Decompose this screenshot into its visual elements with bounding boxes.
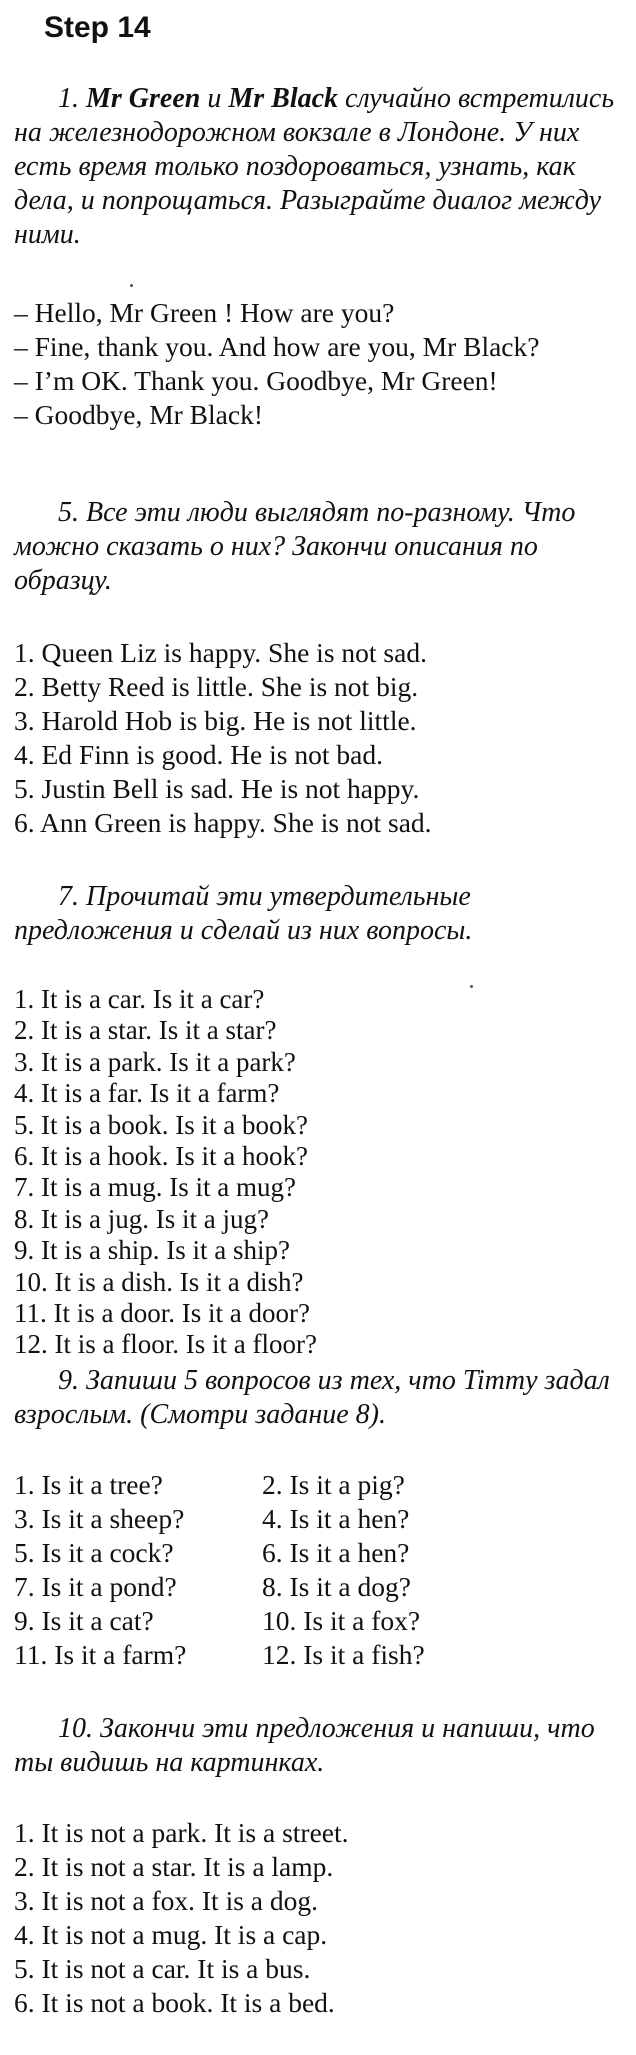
exercise-1-instruction: [14, 82, 620, 252]
answer-cell: 6. Is it a hen?: [262, 1537, 410, 1568]
answer-cell: 10. Is it a fox?: [262, 1605, 421, 1636]
answer-row: [14, 1638, 624, 1672]
answer-line: 10. It is a dish. Is it a dish?: [14, 1266, 304, 1297]
step-title: Step 14: [44, 11, 151, 44]
exercise-1-and: и: [207, 83, 222, 114]
answer-cell: 9. Is it a cat?: [14, 1605, 154, 1636]
answer-line: 4. It is not a mug. It is a cap.: [14, 1919, 328, 1950]
answer-line: 8. It is a jug. Is it a jug?: [14, 1203, 269, 1234]
answer-line: 6. It is a hook. Is it a hook?: [14, 1141, 308, 1172]
answer-row: [14, 1468, 624, 1502]
answer-cell: 7. Is it a pond?: [14, 1571, 177, 1602]
answer-cell: 3. Is it a sheep?: [14, 1503, 185, 1534]
exercise-1-instruction-text: случайно встретились на железнодорожном вокзале в Лондоне. У них есть время только поздороваться, узнать, как дела, и попрощаться. Разыграйте диалог между ними.: [14, 83, 615, 250]
dialog-line: – Hello, Mr Green ! How are you?: [14, 297, 395, 328]
exercise-5-answers: [14, 636, 624, 840]
exercise-10-instruction: 10. Закончи эти предложения и напиши, что ты видишь на картинках.: [14, 1713, 595, 1778]
answer-line: 5. Justin Bell is sad. He is not happy.: [14, 773, 420, 804]
answer-cell: 4. Is it a hen?: [262, 1503, 410, 1534]
answer-cell: 11. Is it a farm?: [14, 1639, 187, 1670]
answer-line: 3. It is not a fox. It is a dog.: [14, 1885, 318, 1916]
answer-line: 1. It is a car. Is it a car?: [14, 984, 265, 1014]
answer-line: 4. It is a far. Is it a farm?: [14, 1078, 280, 1109]
answer-row: [14, 1536, 624, 1570]
answer-line: 9. It is a ship. Is it a ship?: [14, 1235, 290, 1266]
answer-cell: 2. Is it a pig?: [262, 1469, 405, 1500]
answer-line: 6. It is not a book. It is a bed.: [14, 1987, 335, 2018]
exercise-10-answers: [14, 1816, 624, 2020]
answer-line: 6. Ann Green is happy. She is not sad.: [14, 807, 432, 838]
answer-line: 2. Betty Reed is little. She is not big.: [14, 671, 419, 702]
dialog-line: – Fine, thank you. And how are you, Mr Black?: [14, 331, 540, 362]
exercise-5-instruction: 5. Все эти люди выглядят по-разному. Что можно сказать о них? Закончи описания по образцу.: [14, 497, 576, 596]
answer-cell: 5. Is it a cock?: [14, 1537, 174, 1568]
answer-cell: 1. Is it a tree?: [14, 1469, 163, 1500]
answer-line: 4. Ed Finn is good. He is not bad.: [14, 739, 383, 770]
answer-line: 3. It is a park. Is it a park?: [14, 1046, 296, 1077]
answer-cell: 8. Is it a dog?: [262, 1571, 411, 1602]
answer-line: 2. It is not a star. It is a lamp.: [14, 1851, 334, 1882]
answer-line: 1. Queen Liz is happy. She is not sad.: [14, 637, 427, 668]
answer-line: 12. It is a floor. Is it a floor?: [14, 1329, 317, 1360]
answer-line: 11. It is a door. Is it a door?: [14, 1298, 310, 1329]
answer-line: 1. It is not a park. It is a street.: [14, 1817, 349, 1848]
exercise-9-answers: [14, 1468, 624, 1672]
answer-line: 7. It is a mug. Is it a mug?: [14, 1172, 296, 1203]
exercise-7-answers: [14, 984, 624, 1361]
answer-line: 3. Harold Hob is big. He is not little.: [14, 705, 417, 736]
answer-line: 5. It is not a car. It is a bus.: [14, 1953, 311, 1984]
exercise-1-number: 1.: [58, 83, 79, 114]
answer-row: [14, 1604, 624, 1638]
answer-line: 5. It is a book. Is it a book?: [14, 1109, 308, 1140]
exercise-9-instruction: 9. Запиши 5 вопросов из тех, что Timmy задал взрослым. (Смотри задание 8).: [14, 1365, 610, 1430]
dialog-line: – Goodbye, Mr Black!: [14, 399, 263, 430]
answer-cell: 12. Is it a fish?: [262, 1639, 425, 1670]
answer-row: [14, 1502, 624, 1536]
dialog-line: – I’m OK. Thank you. Goodbye, Mr Green!: [14, 365, 498, 396]
exercise-1-name-green: Mr Green: [86, 83, 201, 114]
answer-line: 2. It is a star. Is it a star?: [14, 1015, 277, 1046]
exercise-1-dialog: [14, 296, 624, 432]
answer-row: [14, 1570, 624, 1604]
print-speck: [130, 284, 133, 287]
exercise-1-name-black: Mr Black: [228, 83, 339, 114]
exercise-7-instruction: 7. Прочитай эти утвердительные предложения и сделай из них вопросы.: [14, 881, 473, 946]
